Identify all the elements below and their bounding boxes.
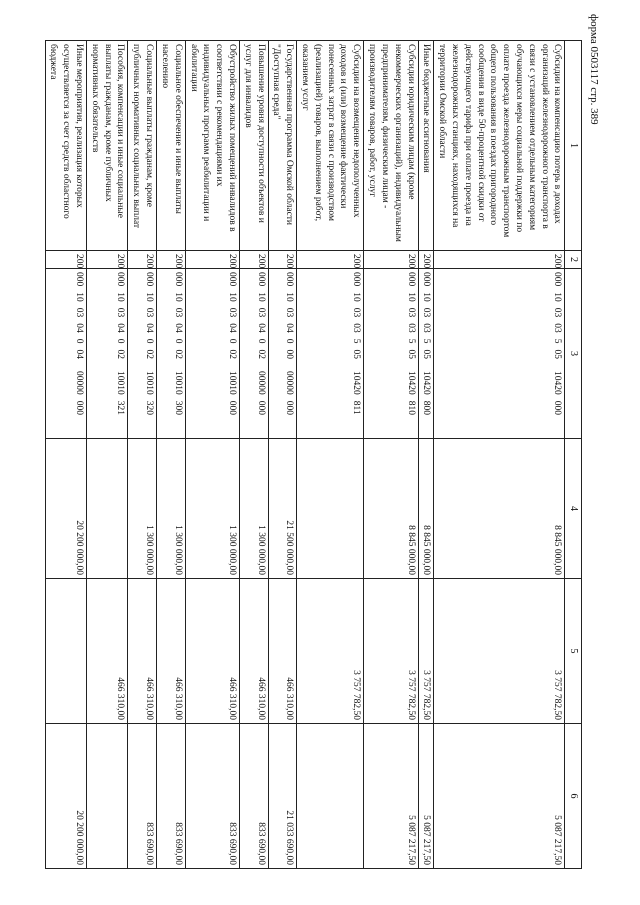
table-row bbox=[240, 41, 269, 869]
row-code: 200 bbox=[240, 251, 269, 269]
kbk-part: 321 bbox=[115, 400, 126, 415]
row-code: 200 bbox=[434, 251, 565, 269]
kbk-part: 03 bbox=[552, 323, 563, 333]
budget-classification-code bbox=[268, 269, 297, 439]
kbk-part: 02 bbox=[227, 349, 237, 359]
kbk-part: 10420 bbox=[351, 371, 362, 395]
kbk-part: 000 bbox=[552, 272, 563, 287]
row-name: Субсидии юридическим лицам (кроме некоммерческих организаций), индивидуальным предпринимателям, физическим лицам - производителям товаров, работ, услуг bbox=[364, 41, 418, 251]
kbk-part: 000 bbox=[284, 400, 295, 415]
kbk-part: 03 bbox=[74, 307, 85, 318]
kbk-part: 03 bbox=[421, 323, 432, 333]
column-number: 6 bbox=[565, 724, 582, 869]
approved-amount bbox=[297, 439, 364, 579]
column-number: 1 bbox=[565, 41, 582, 251]
row-name: Государственная программа Омской области "Доступная среда" bbox=[268, 41, 297, 251]
column-number: 3 bbox=[565, 269, 582, 439]
kbk-part: 5 bbox=[421, 338, 432, 344]
approved-amount: 1 300 000,00 bbox=[157, 439, 186, 579]
kbk-part: 000 bbox=[227, 400, 237, 415]
kbk-part: 03 bbox=[552, 307, 563, 318]
table-row bbox=[434, 41, 565, 869]
kbk-part: 03 bbox=[172, 307, 183, 318]
kbk-part: 02 bbox=[255, 349, 266, 359]
kbk-part: 10 bbox=[144, 292, 155, 302]
remaining-amount bbox=[87, 724, 128, 869]
kbk-part: 05 bbox=[405, 349, 416, 359]
kbk-part: 10010 bbox=[172, 371, 183, 395]
approved-amount: 1 300 000,00 bbox=[128, 439, 157, 579]
kbk-part: 03 bbox=[405, 323, 416, 333]
remaining-amount: 21 033 690,00 bbox=[268, 724, 297, 869]
kbk-part: 04 bbox=[115, 323, 126, 333]
kbk-part: 000 bbox=[284, 272, 295, 287]
kbk-part: 0 bbox=[255, 338, 266, 344]
table-row bbox=[45, 41, 86, 869]
kbk-part: 0 bbox=[115, 338, 126, 344]
kbk-part: 10 bbox=[405, 292, 416, 302]
column-number-row bbox=[565, 41, 582, 869]
approved-amount: 8 845 000,00 bbox=[364, 439, 418, 579]
kbk-part: 10 bbox=[255, 292, 266, 302]
kbk-part: 05 bbox=[421, 349, 432, 359]
remaining-amount: 833 690,00 bbox=[240, 724, 269, 869]
table-row bbox=[268, 41, 297, 869]
kbk-part: 04 bbox=[172, 323, 183, 333]
rotated-page bbox=[48, 40, 582, 868]
kbk-part: 02 bbox=[115, 349, 126, 359]
table-row bbox=[418, 41, 434, 869]
executed-amount: 3 757 782,50 bbox=[297, 579, 364, 724]
kbk-part: 320 bbox=[144, 400, 155, 415]
kbk-part: 10010 bbox=[115, 371, 126, 395]
kbk-part: 300 bbox=[172, 400, 183, 415]
budget-classification-code bbox=[87, 269, 128, 439]
kbk-part: 5 bbox=[552, 338, 563, 344]
kbk-part: 000 bbox=[227, 272, 237, 287]
kbk-part: 03 bbox=[144, 307, 155, 318]
kbk-part: 000 bbox=[144, 272, 155, 287]
budget-classification-code bbox=[297, 269, 364, 439]
kbk-part: 02 bbox=[144, 349, 155, 359]
remaining-amount: 5 087 217,50 bbox=[434, 724, 565, 869]
row-name: Иные бюджетные ассигнования bbox=[418, 41, 434, 251]
kbk-part: 0 bbox=[284, 338, 295, 344]
kbk-part: 04 bbox=[144, 323, 155, 333]
executed-amount bbox=[45, 579, 86, 724]
approved-amount: 1 300 000,00 bbox=[185, 439, 239, 579]
report-table bbox=[45, 40, 582, 869]
row-code: 200 bbox=[185, 251, 239, 269]
budget-classification-code bbox=[45, 269, 86, 439]
row-name: Субсидии на возмещение недополученных доходов и (или) возмещение фактически понесенных затрат в связи с производством (реализацией) товаров, выполнением работ, оказанием услуг bbox=[297, 41, 364, 251]
executed-amount: 3 757 782,50 bbox=[364, 579, 418, 724]
row-name: Повышение уровня доступности объектов и услуг для инвалидов bbox=[240, 41, 269, 251]
row-name: Обустройство жилых помещений инвалидов в соответствии с рекомендациями их индивидуальных программ реабилитации и абилитации bbox=[185, 41, 239, 251]
kbk-part: 03 bbox=[227, 307, 237, 318]
kbk-part: 10 bbox=[284, 292, 295, 302]
kbk-part: 00000 bbox=[74, 371, 85, 395]
budget-classification-code bbox=[434, 269, 565, 439]
column-number: 2 bbox=[565, 251, 582, 269]
row-code: 200 bbox=[157, 251, 186, 269]
kbk-part: 10420 bbox=[552, 371, 563, 395]
row-name: Социальное обеспечение и иные выплаты населению bbox=[157, 41, 186, 251]
remaining-amount: 5 087 217,50 bbox=[364, 724, 418, 869]
kbk-part: 000 bbox=[255, 272, 266, 287]
kbk-part: 000 bbox=[74, 272, 85, 287]
remaining-amount bbox=[297, 724, 364, 869]
kbk-part: 00000 bbox=[255, 371, 266, 395]
executed-amount: 466 310,00 bbox=[268, 579, 297, 724]
row-code: 200 bbox=[45, 251, 86, 269]
kbk-part: 811 bbox=[351, 400, 362, 415]
kbk-part: 10010 bbox=[227, 371, 237, 395]
table-row bbox=[128, 41, 157, 869]
table-row bbox=[157, 41, 186, 869]
kbk-part: 000 bbox=[172, 272, 183, 287]
approved-amount: 20 200 000,00 bbox=[45, 439, 86, 579]
kbk-part: 000 bbox=[421, 272, 432, 287]
row-code: 200 bbox=[364, 251, 418, 269]
kbk-part: 10 bbox=[115, 292, 126, 302]
remaining-amount: 5 087 217,50 bbox=[418, 724, 434, 869]
kbk-part: 03 bbox=[115, 307, 126, 318]
table-row bbox=[364, 41, 418, 869]
table-row bbox=[297, 41, 364, 869]
kbk-part: 5 bbox=[351, 338, 362, 344]
kbk-part: 0 bbox=[144, 338, 155, 344]
kbk-part: 800 bbox=[421, 400, 432, 415]
executed-amount: 466 310,00 bbox=[185, 579, 239, 724]
kbk-part: 10 bbox=[552, 292, 563, 302]
approved-amount: 1 300 000,00 bbox=[240, 439, 269, 579]
column-number: 5 bbox=[565, 579, 582, 724]
kbk-part: 10 bbox=[351, 292, 362, 302]
kbk-part: 10420 bbox=[421, 371, 432, 395]
row-code: 200 bbox=[128, 251, 157, 269]
executed-amount: 466 310,00 bbox=[87, 579, 128, 724]
kbk-part: 05 bbox=[351, 349, 362, 359]
table-row bbox=[185, 41, 239, 869]
kbk-part: 04 bbox=[74, 323, 85, 333]
kbk-part: 10 bbox=[421, 292, 432, 302]
kbk-part: 0 bbox=[172, 338, 183, 344]
kbk-part: 000 bbox=[255, 400, 266, 415]
row-code: 200 bbox=[297, 251, 364, 269]
kbk-part: 000 bbox=[115, 272, 126, 287]
kbk-part: 10420 bbox=[405, 371, 416, 395]
kbk-part: 05 bbox=[552, 349, 563, 359]
kbk-part: 10 bbox=[227, 292, 237, 302]
kbk-part: 000 bbox=[552, 400, 563, 415]
row-name: Социальные выплаты гражданам, кроме публичных нормативных социальных выплат bbox=[128, 41, 157, 251]
kbk-part: 03 bbox=[284, 307, 295, 318]
kbk-part: 10 bbox=[74, 292, 85, 302]
kbk-part: 000 bbox=[351, 272, 362, 287]
executed-amount: 466 310,00 bbox=[240, 579, 269, 724]
kbk-part: 00000 bbox=[284, 371, 295, 395]
budget-classification-code bbox=[157, 269, 186, 439]
approved-amount: 21 500 000,00 bbox=[268, 439, 297, 579]
kbk-part: 03 bbox=[255, 307, 266, 318]
row-code: 200 bbox=[87, 251, 128, 269]
budget-classification-code bbox=[185, 269, 239, 439]
row-name: Иные мероприятия, реализация которых осуществляется за счет средств областного бюджета bbox=[45, 41, 86, 251]
budget-classification-code bbox=[364, 269, 418, 439]
column-number: 4 bbox=[565, 439, 582, 579]
row-name: Субсидии на компенсацию потерь в доходах организаций железнодорожного транспорта в связи с установлением отдельным категориям обучающихся меры социальной поддержки по оплате проезда железнодорожным транспортом общего пользования в поездах пригородного сообщения в виде 50-процентной скидки от действующего тарифа при оплате проезда на железнодорожных станциях, находящихся на территории Омской области bbox=[434, 41, 565, 251]
kbk-part: 04 bbox=[227, 323, 237, 333]
kbk-part: 00 bbox=[284, 349, 295, 359]
kbk-part: 03 bbox=[351, 323, 362, 333]
executed-amount: 3 757 782,50 bbox=[418, 579, 434, 724]
kbk-part: 5 bbox=[405, 338, 416, 344]
approved-amount: 8 845 000,00 bbox=[418, 439, 434, 579]
kbk-part: 0 bbox=[227, 338, 237, 344]
row-code: 200 bbox=[268, 251, 297, 269]
executed-amount: 466 310,00 bbox=[157, 579, 186, 724]
kbk-part: 810 bbox=[405, 400, 416, 415]
row-name: Пособия, компенсации и иные социальные выплаты гражданам, кроме публичных нормативных обязательств bbox=[87, 41, 128, 251]
kbk-part: 04 bbox=[74, 349, 85, 359]
kbk-part: 03 bbox=[351, 307, 362, 318]
executed-amount: 3 757 782,50 bbox=[434, 579, 565, 724]
remaining-amount: 833 690,00 bbox=[157, 724, 186, 869]
kbk-part: 000 bbox=[405, 272, 416, 287]
kbk-part: 10 bbox=[172, 292, 183, 302]
remaining-amount: 20 200 000,00 bbox=[45, 724, 86, 869]
kbk-part: 0 bbox=[74, 338, 85, 344]
kbk-part: 02 bbox=[172, 349, 183, 359]
kbk-part: 10010 bbox=[144, 371, 155, 395]
table-row bbox=[87, 41, 128, 869]
budget-classification-code bbox=[418, 269, 434, 439]
kbk-part: 000 bbox=[74, 400, 85, 415]
row-code: 200 bbox=[418, 251, 434, 269]
remaining-amount: 833 690,00 bbox=[185, 724, 239, 869]
approved-amount bbox=[87, 439, 128, 579]
form-label: форма 0503117 стр. 389 bbox=[588, 14, 600, 125]
executed-amount: 466 310,00 bbox=[128, 579, 157, 724]
approved-amount: 8 845 000,00 bbox=[434, 439, 565, 579]
kbk-part: 03 bbox=[421, 307, 432, 318]
budget-classification-code bbox=[128, 269, 157, 439]
budget-classification-code bbox=[240, 269, 269, 439]
kbk-part: 04 bbox=[284, 323, 295, 333]
kbk-part: 03 bbox=[405, 307, 416, 318]
remaining-amount: 833 690,00 bbox=[128, 724, 157, 869]
kbk-part: 04 bbox=[255, 323, 266, 333]
